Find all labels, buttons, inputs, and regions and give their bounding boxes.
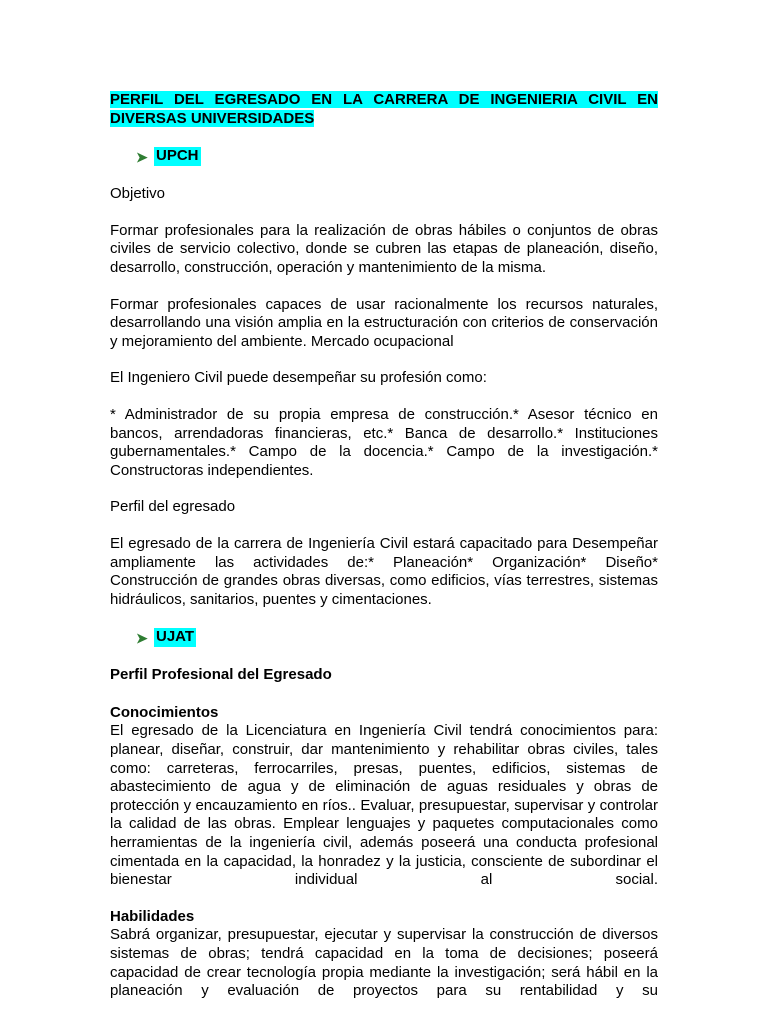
ujat-perfil-heading: Perfil Profesional del Egresado bbox=[110, 666, 332, 684]
upch-objetivo-paragraph-1: Formar profesionales para la realización de obras hábiles o conjuntos de obras civiles de servicio colectivo, donde se cubren las etapas de planeación, diseño, desarrollo, construcción, operación y mantenimiento de la misma. bbox=[110, 221, 658, 276]
section-upch-header bbox=[110, 147, 658, 166]
upch-objetivo-paragraph-2: Formar profesionales capaces de usar racionalmente los recursos naturales, desarrollando una visión amplia en la estructuración con criterios de conservación y mejoramiento del ambiente. Mercado ocupacional bbox=[110, 295, 658, 350]
document-page bbox=[110, 91, 658, 1001]
upch-objetivo-heading: Objetivo bbox=[110, 185, 166, 203]
upch-desempeno-list: * Administrador de su propia empresa de construcción.* Asesor técnico en bancos, arrendadoras financieras, etc.* Banca de desarrollo.* Instituciones gubernamentales.* Campo de la docencia.* Campo de la investigación.* Constructoras independientes. bbox=[110, 405, 658, 479]
section-upch-label: UPCH bbox=[156, 147, 199, 165]
upch-perfil-heading: Perfil del egresado bbox=[110, 498, 236, 516]
ujat-habilidades-heading: Habilidades bbox=[110, 907, 195, 925]
arrow-bullet-icon: ➤ bbox=[136, 149, 148, 166]
document-title bbox=[110, 91, 658, 128]
document-title-text: PERFIL DEL EGRESADO EN LA CARRERA DE INGENIERIA CIVIL EN DIVERSAS UNIVERSIDADES bbox=[110, 91, 658, 127]
arrow-bullet-icon: ➤ bbox=[136, 630, 148, 647]
upch-desempeno-intro: El Ingeniero Civil puede desempeñar su profesión como: bbox=[110, 369, 487, 387]
ujat-conocimientos-text: El egresado de la Licenciatura en Ingeniería Civil tendrá conocimientos para: planear, diseñar, construir, dar mantenimiento y rehabilitar obras civiles, tales como: carreteras, ferrocarriles, presas, puentes, edificios, sistemas de abastecimiento de agua y de eliminación de aguas residuales y obras de protección y encauzamiento en ríos.. Evaluar, presupuestar, supervisar y controlar la calidad de las obras. Emplear lenguajes y paquetes computacionales como herramientas de la ingeniería civil, además poseerá una conducta profesional cimentada en la capacidad, la honradez y la justicia, consciente de subordinar el bienestar individual al social. bbox=[110, 722, 658, 889]
upch-perfil-text: El egresado de la carrera de Ingeniería Civil estará capacitado para Desempeñar ampliamente las actividades de:* Planeación* Organización* Diseño* Construcción de grandes obras diversas, como edificios, vías terrestres, sistemas hidráulicos, sanitarios, puentes y cimentaciones. bbox=[110, 534, 658, 608]
ujat-conocimientos-heading: Conocimientos bbox=[110, 703, 219, 721]
ujat-habilidades-text: Sabrá organizar, presupuestar, ejecutar y supervisar la construcción de diversos sistemas de obras; tendrá capacidad en la toma de decisiones; poseerá capacidad de crear tecnología propia mediante la investigación; será hábil en la planeación y evaluación de proyectos para su rentabilidad y su bbox=[110, 926, 658, 1000]
section-ujat-label: UJAT bbox=[156, 628, 195, 646]
section-ujat-header bbox=[110, 628, 658, 647]
